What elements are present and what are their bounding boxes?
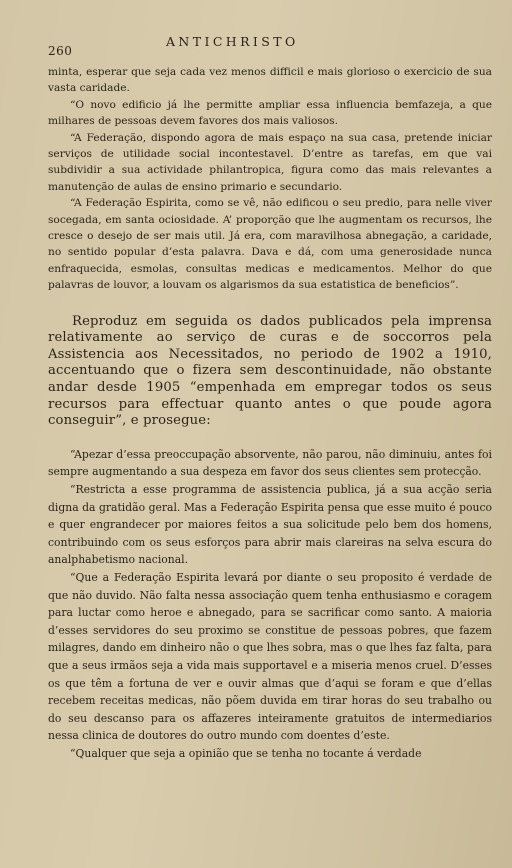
quote-block-top bbox=[48, 64, 492, 294]
quote-paragraph: “A Federação, dispondo agora de mais espaço na sua casa, pretende iniciar serviços de utilidade social incontestavel. D’entre as tarefas, em que vai subdividir a sua actividade philantropica, figura como das mais relevantes a manutenção de aulas de ensino primario e secundario. bbox=[48, 131, 492, 193]
quote-paragraph: “A Federação Espirita, como se vê, não edificou o seu predio, para nelle viver socegada, em santa ociosidade. A’ proporção que lhe augmentam os recursos, lhe cresce o desejo de ser mais util. Já era, com maravilhosa abnegação, a caridade, no sentido popular d’esta palavra. Dava e dá, com uma generosidade nunca enfraquecida, esmolas, consultas medicas e medicamentos. Melhor do que palavras de louvor, a louvam os algarismos da sua estatistica de beneficios”. bbox=[48, 197, 492, 292]
quote-paragraph: “O novo edificio já lhe permitte ampliar essa influencia bemfazeja, a que milhares de pessoas devem favores dos mais valiosos. bbox=[48, 98, 492, 128]
quote-paragraph: “Que a Federação Espirita levará por diante o seu proposito é verdade de que não duvido. Não falta nessa associação quem tenha enthusiasmo e coragem para luctar como heroe e abnegado, para se sacrificar como santo. A maioria d’esses servidores do seu proximo se constitue de pessoas pobres, que fazem milagres, dando em dinheiro não o que lhes sobra, mas o que lhes faz falta, para que a seus irmãos seja a vida mais supportavel e a miseria menos cruel. D’esses os que têm a fortuna de ver e ouvir almas que d’aqui se foram e que d’ellas recebem receitas medicas, não põem duvida em tirar horas do seu trabalho ou do seu descanso para os affazeres inteiramente gratuitos de intermediarios nessa clinica de doutores do outro mundo com doentes d’este. bbox=[48, 571, 492, 743]
quote-paragraph: minta, esperar que seja cada vez menos difficil e mais glorioso o exercicio de sua vasta caridade. bbox=[48, 66, 492, 95]
quote-paragraph: “Qualquer que seja a opinião que se tenha no tocante á verdade bbox=[70, 746, 422, 760]
page-header bbox=[48, 30, 492, 64]
quote-paragraph: “Restricta a esse programma de assistencia publica, já a sua acção seria digna da gratidão geral. Mas a Federação Espirita pensa que esse muito é pouco e quer engrandecer por maiores feitos a sua solicitude pelo bem dos homens, contribuindo com os seus esforços para abrir mais clareiras na selva escura do analphabetismo nacional. bbox=[48, 483, 492, 567]
running-title: ANTICHRISTO bbox=[166, 34, 299, 49]
body-paragraph: Reproduz em seguida os dados publicados pela imprensa relativamente ao serviço de curas e de soccorros pela Assistencia aos Necessitados, no periodo de 1902 a 1910, accentuando que o fizera sem descontinuidade, não obstante andar desde 1905 “empenhada em empregar todos os seus recursos para effectuar quanto antes o que poude agora conseguir”, e prosegue: bbox=[48, 313, 492, 429]
quote-block-bottom bbox=[48, 446, 492, 763]
page-number: 260 bbox=[48, 44, 73, 58]
quote-paragraph: “Apezar d’essa preoccupação absorvente, não parou, não diminuiu, antes foi sempre augmentando a sua despeza em favor dos seus clientes sem protecção. bbox=[48, 447, 492, 479]
